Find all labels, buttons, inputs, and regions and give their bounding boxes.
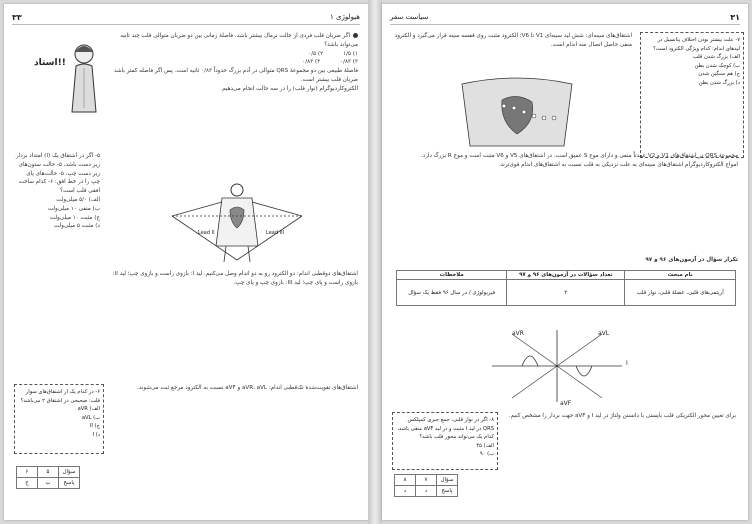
chest-leads-diagram — [442, 76, 592, 148]
sidebar-option: الف) بزرگ شدن قلب — [693, 54, 740, 61]
answer-cell: ۷ — [416, 475, 437, 486]
table-header: نام مبحث — [625, 271, 736, 280]
sidebar-question-block — [16, 152, 100, 231]
axis-label: aVL — [598, 330, 610, 337]
answer-cell: د — [395, 486, 416, 497]
bottom-question-box — [392, 412, 498, 470]
table-cell: فیزیولوژی / در سال ۹۶ فقط یک سؤال — [397, 280, 507, 306]
option: ۱) ۱/۵ — [343, 50, 358, 57]
sidebar-option: الف) ۵/۰ میلی‌ولت — [56, 196, 100, 203]
axis-paragraph — [500, 412, 736, 421]
option: ۲) ۰/۵ — [308, 50, 324, 57]
answer-cell: ۵ — [38, 467, 59, 478]
answer-cell: ۸ — [395, 475, 416, 486]
axis-label: aVF — [560, 400, 572, 407]
left-page-header — [12, 10, 360, 25]
lead-triangle-diagram — [152, 176, 322, 266]
sidebar-option: ب) منفی ۱۰ میلی‌ولت — [47, 205, 100, 212]
sidebar-title: استاد!! — [34, 58, 66, 68]
answer-cell: پاسخ — [437, 486, 458, 497]
right-sidebar-question-box — [640, 32, 744, 158]
chest-leads-paragraph — [394, 32, 632, 50]
left-page-number: ۳۳ — [12, 12, 22, 22]
sidebar-option: ج) II — [89, 423, 100, 430]
right-page-number: ۳۱ — [730, 12, 740, 22]
sidebar-option: ج) مثبت ۱۰ میلی‌ولت — [49, 214, 100, 221]
bipolar-paragraph — [112, 270, 358, 288]
book-gutter — [368, 0, 382, 524]
right-running-title: سیاست سفر — [390, 13, 429, 21]
option: ب) ۹۰ — [479, 451, 494, 458]
lead-label: Lead III — [266, 230, 285, 236]
sidebar-question-text: ۵- اگر در اشتقاق یک (I) امتداد بردار زیر دست باشد، ۵- حالت ستون‌های زیر دست چپ، ۵- حالت‌های پای چپ را در خط افق: ۶- کدام ساخت افقی قلب است؟ — [16, 153, 100, 195]
table-cell: آریتمی‌های قلبی، عضلهٔ قلبی، نوار قلب — [625, 280, 736, 306]
question-text: اگر ضربان قلب فردی از حالت نرمال بیشتر باشد، فاصلهٔ زمانی بین دو ضربان متوالی قلب چند ثانیه می‌تواند باشد؟ — [120, 33, 358, 48]
paragraph: اشتقاق‌های تقویت‌شدهٔ تک‌قطبی اندام: aVR، aVL و aVF نسبت به الکترود مرجع ثبت می‌شوند. — [137, 385, 358, 391]
answer-cell: ۶ — [17, 467, 38, 478]
exam-frequency-table — [396, 270, 736, 306]
paragraph: امواج الکتروکاردیوگرام اشتقاق‌های سینه‌ای به علت نزدیکی به قلب نسبت به اشتقاق‌های اندام قوی‌ترند. — [498, 161, 738, 168]
left-answer-table — [16, 466, 80, 489]
paragraph: اشتقاق‌های دوقطبی اندام: دو الکترود رو به دو اندام وصل می‌کنیم. لید I: بازوی راست و بازوی چپ؛ لید II: بازوی راست و پای چپ؛ لید III: بازوی چپ و پای چپ. — [112, 271, 358, 286]
qrs-axis-paragraph — [394, 152, 738, 170]
sidebar-option: د) I — [92, 431, 100, 438]
answer-cell: د — [416, 486, 437, 497]
sidebar-option: د) مثبت ۵ میلی‌ولت — [54, 223, 100, 230]
answer-cell: پاسخ — [59, 478, 80, 489]
answer-cell: سؤال — [59, 467, 80, 478]
table-title: تکرار سؤال در آزمون‌های ۹۶ و ۹۷ — [645, 257, 738, 263]
sidebar-option: ب) aVL — [81, 414, 100, 421]
axis-label: aVR — [512, 330, 524, 337]
question-text: ۸- اگر در نوار قلبی، جمع جبری کمپلکس QRS در لید I مثبت و در لید aVF منفی باشد، کدام یک می‌تواند محور قلب باشد؟ — [397, 417, 494, 441]
option: ۳) ۰/۸۳ — [340, 59, 358, 66]
teacher-figure-icon — [64, 42, 104, 114]
answer-cell: سؤال — [437, 475, 458, 486]
sidebar-option: الف) aVR — [77, 406, 100, 413]
bullet-icon — [353, 33, 358, 38]
sidebar-question-text: ۷- علت بیشتر بودن اختلاف پتانسیل در لیدهای اندام: کدام ویژگی الکترود است؟ — [653, 37, 740, 52]
right-answer-table — [394, 474, 458, 497]
left-running-title: هیولوژی ۱ — [329, 13, 360, 21]
paragraph: برای تعیین محور الکتریکی قلب بایستی با دانستن ولتاژ در لید I و aVF جهت بردار را مشخص کنیم. — [508, 413, 736, 419]
sidebar-question-text: ۶- در کدام یک از اشتقاق‌های سوار قلب: صحیحی در اشتقاق ۲ می‌باشد؟ — [20, 389, 100, 404]
table-header: ملاحظات — [397, 271, 507, 280]
paragraph: الکتروکاردیوگرام (نوار قلب) را در سه حالت انجام می‌دهیم. — [220, 85, 358, 92]
answer-cell: ب — [38, 478, 59, 489]
right-page-header — [390, 10, 740, 25]
option: ۴) ۰/۸۳ — [302, 59, 321, 66]
option: الف) ۴۵ — [476, 442, 494, 449]
sidebar-illustration — [16, 32, 104, 142]
sidebar-option: ج) هم سنگین شدن — [698, 71, 740, 78]
augmented-paragraph — [112, 384, 358, 393]
table-header: تعداد سؤالات در آزمون‌های ۹۶ و ۹۷ — [507, 271, 625, 280]
axis-label: I — [626, 360, 628, 367]
right-page — [382, 4, 748, 520]
sidebar-question-box — [14, 384, 104, 454]
main-question-1 — [112, 32, 358, 94]
paragraph: اشتقاق‌های سینه‌ای: شش لید سینه‌ای V1 تا V6؛ الکترود مثبت روی قفسه سینه قرار می‌گیرد و الکترود منفی حاصل اتصال سه اندام است. — [394, 33, 632, 48]
sidebar-option: د) بزرگ شدن بطن — [698, 79, 740, 86]
table-cell: ۲ — [507, 280, 625, 306]
answer-cell: ج — [17, 478, 38, 489]
paragraph: فاصلهٔ طبیعی بین دو مجموعهٔ QRS متوالی در آدم بزرگ حدوداً ۰/۸۳ ثانیه است. پس اگر فاصله کمتر باشد ضربان قلب بیشتر است. — [114, 68, 358, 83]
sidebar-option: ب) کوچک شدن بطن — [694, 62, 740, 69]
lead-label: Lead II — [198, 230, 215, 236]
left-page — [4, 4, 368, 520]
paragraph: مجموعهٔ QRS در اشتقاق‌های V1 و V2 عمدتاً منفی و دارای موج S عمیق است. در اشتقاق‌های V5 و V6 مثبت است و موج R بزرگ دارد. — [420, 153, 738, 159]
hexaxial-diagram — [482, 326, 632, 406]
